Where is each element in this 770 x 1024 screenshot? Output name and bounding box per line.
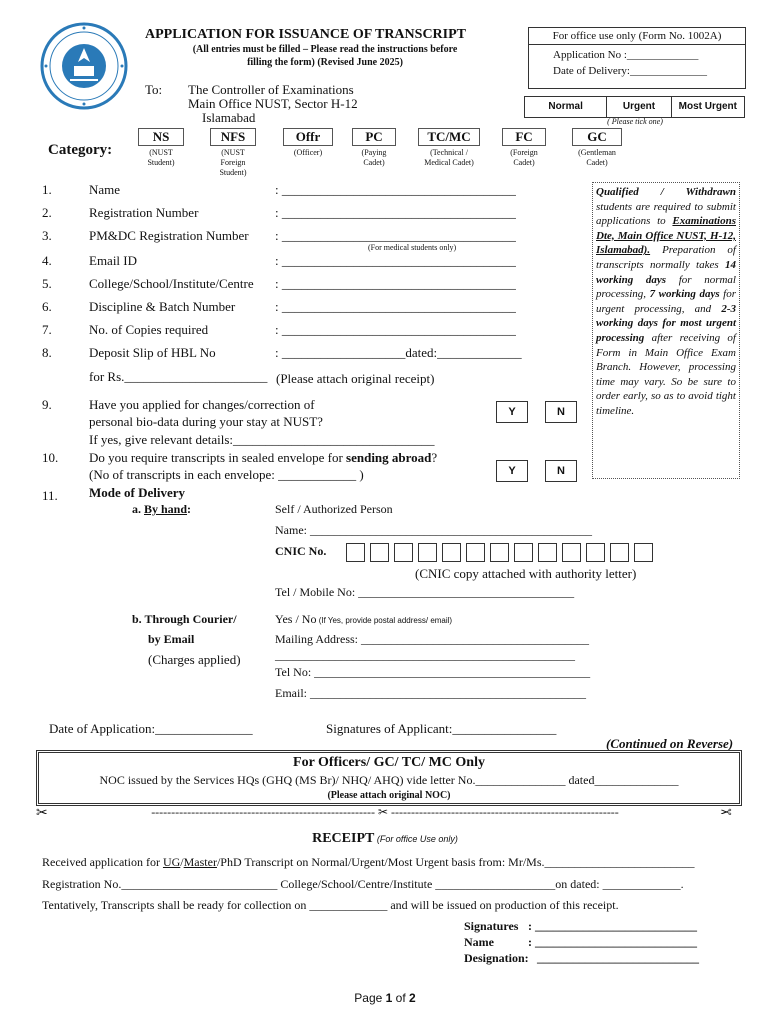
- instructions-text: students are required to submit applications to: [596, 200, 736, 228]
- address-line-1: The Controller of Examinations: [188, 82, 354, 97]
- receipt-note: (Please attach original receipt): [276, 371, 435, 386]
- page-total: 2: [409, 991, 416, 1005]
- date-of-delivery-field[interactable]: Date of Delivery:______________: [553, 65, 707, 77]
- category-pc[interactable]: [352, 128, 396, 168]
- address-line-3: Islamabad: [202, 110, 256, 125]
- email-field[interactable]: Email: ______________________________________________: [275, 686, 586, 700]
- field-number: 1.: [42, 182, 52, 197]
- field-number: 6.: [42, 299, 52, 314]
- receipt-text: Received application for: [42, 855, 163, 869]
- receipt-signatures-field[interactable]: : ___________________________: [528, 919, 697, 933]
- by-email-label: by Email: [148, 632, 195, 646]
- cnic-digit-cell[interactable]: [538, 543, 557, 562]
- courier-label: b. Through Courier/: [132, 612, 237, 626]
- field-number: 8.: [42, 345, 52, 360]
- pmdc-registration-field[interactable]: : ____________________________________: [275, 228, 516, 243]
- field-number: 10.: [42, 450, 59, 465]
- to-label: To:: [145, 82, 163, 97]
- receipt-name-label: Name: [464, 935, 494, 949]
- cnic-digit-cell[interactable]: [490, 543, 509, 562]
- category-code: NS: [138, 128, 184, 146]
- question-text: Do you require transcripts in sealed envelope for: [89, 450, 347, 465]
- noc-attach-note: (Please attach original NOC): [327, 790, 451, 801]
- email-id-label: Email ID: [89, 253, 138, 268]
- receipt-subtitle: (For office Use only): [374, 834, 458, 844]
- envelope-count-field[interactable]: (No of transcripts in each envelope: ____________ ): [89, 467, 364, 482]
- name-field[interactable]: : ____________________________________: [275, 182, 516, 197]
- option-text: Yes / No: [275, 612, 317, 626]
- office-use-label: For office use only (Form No. 1002A): [529, 28, 745, 45]
- instructions-box: [592, 182, 740, 479]
- category-code: PC: [352, 128, 396, 146]
- bio-data-details-field[interactable]: If yes, give relevant details:_______________________________: [89, 432, 435, 447]
- courier-yes-no[interactable]: [275, 612, 452, 627]
- category-code: NFS: [210, 128, 256, 146]
- field-number: 7.: [42, 322, 52, 337]
- label-text: a.: [132, 502, 144, 516]
- category-desc: Medical Cadet): [424, 158, 474, 167]
- instructions-text: for normal processing,: [596, 273, 736, 301]
- instructions-text: 14 working days: [596, 258, 736, 286]
- mode-of-delivery-label: Mode of Delivery: [89, 485, 186, 500]
- category-desc: (Officer): [293, 148, 323, 157]
- instructions-text: 2-3 working days for most urgent processing: [596, 302, 736, 344]
- category-desc: (Gentleman: [578, 148, 616, 157]
- page-current: 1: [385, 991, 393, 1005]
- category-code: Offr: [283, 128, 333, 146]
- applicant-signature-field[interactable]: Signatures of Applicant:________________: [326, 721, 557, 736]
- urgency-hint: ( Please tick one): [607, 117, 663, 126]
- bio-data-question-2: personal bio-data during your stay at NUST?: [89, 414, 323, 429]
- instructions-text: Qualified / Withdrawn: [596, 186, 736, 198]
- receipt-text: Master: [183, 855, 217, 869]
- instructions-text: Examinations Dte, Main Office NUST, H-12, Islamabad).: [596, 215, 736, 257]
- field-number: 11.: [42, 488, 58, 503]
- charges-note: (Charges applied): [148, 652, 241, 667]
- urgency-options: [524, 96, 745, 118]
- cnic-digit-cell[interactable]: [346, 543, 365, 562]
- form-subtitle-1: (All entries must be filled – Please read the instructions before: [192, 44, 458, 55]
- instructions-text: after receiving of Form in Main Office Exam Branch. However, processing time may vary. So be sure to order early, so as to avoid tight timeline.: [596, 331, 736, 417]
- category-gc[interactable]: [572, 128, 622, 168]
- field-number: 4.: [42, 253, 52, 268]
- email-id-field[interactable]: : ____________________________________: [275, 253, 516, 268]
- category-label: Category:: [48, 142, 113, 158]
- category-desc: Cadet): [363, 158, 385, 167]
- application-no-field[interactable]: Application No :_____________: [553, 49, 699, 61]
- cnic-digit-cell[interactable]: [418, 543, 437, 562]
- category-desc: Cadet): [513, 158, 535, 167]
- receipt-signatures-label: Signatures: [464, 919, 519, 933]
- pmdc-registration-label: PM&DC Registration Number: [89, 228, 249, 243]
- cnic-note: (CNIC copy attached with authority letter): [415, 566, 637, 581]
- category-ns[interactable]: [138, 128, 184, 168]
- envelope-yes-box[interactable]: Y: [496, 460, 528, 482]
- deposit-slip-label: Deposit Slip of HBL No: [89, 345, 216, 360]
- college-field[interactable]: : ____________________________________: [275, 276, 516, 291]
- field-number: 2.: [42, 205, 52, 220]
- category-desc: Student): [147, 158, 175, 167]
- receipt-title: [230, 829, 540, 847]
- copies-field[interactable]: : ____________________________________: [275, 322, 516, 337]
- cnic-digit-cell[interactable]: [610, 543, 629, 562]
- category-nfs[interactable]: [210, 128, 256, 178]
- label-text: By hand: [144, 502, 188, 516]
- form-subtitle-2: filling the form) (Revised June 2025): [247, 57, 403, 68]
- pmdc-note: (For medical students only): [368, 243, 457, 252]
- question-text: sending abroad: [346, 450, 432, 465]
- category-desc: (NUST: [221, 148, 245, 157]
- by-hand-label: [132, 502, 191, 517]
- receipt-text: /: [180, 855, 184, 869]
- category-desc: Foreign: [220, 158, 246, 167]
- category-code: FC: [502, 128, 546, 146]
- category-desc: (Foreign: [510, 148, 538, 157]
- discipline-batch-field[interactable]: : ____________________________________: [275, 299, 516, 314]
- category-fc[interactable]: [502, 128, 546, 168]
- tel-no-field[interactable]: Tel No: ______________________________________________: [275, 665, 591, 679]
- registration-number-label: Registration Number: [89, 205, 199, 220]
- bio-data-no-box[interactable]: N: [545, 401, 577, 423]
- page-text: of: [392, 991, 410, 1005]
- page-number: [335, 991, 435, 1005]
- cut-line: -------------------------------------------------------- ✂ ---------------------------------------------------------: [151, 805, 619, 819]
- envelope-no-box[interactable]: N: [545, 460, 577, 482]
- authorized-name-field[interactable]: Name: _______________________________________________: [275, 523, 592, 537]
- receipt-line-3[interactable]: Tentatively, Transcripts shall be ready for collection on _____________ and will be issued on production of this receipt.: [42, 898, 619, 912]
- cnic-digit-cell[interactable]: [514, 543, 533, 562]
- category-desc: Student): [219, 168, 247, 177]
- instructions-text: Preparation of transcripts normally takes: [596, 244, 736, 271]
- field-number: 3.: [42, 228, 52, 243]
- receipt-line-1[interactable]: [42, 855, 695, 870]
- scissors-icon: ✂: [36, 806, 48, 821]
- self-authorized-label: Self / Authorized Person: [275, 502, 393, 516]
- receipt-designation-label: Designation:: [464, 951, 529, 965]
- category-desc: (NUST: [149, 148, 173, 157]
- name-label: Name: [89, 182, 121, 197]
- question-text: ?: [431, 450, 438, 465]
- amount-field[interactable]: for Rs.______________________: [89, 369, 268, 384]
- copies-label: No. of Copies required: [89, 322, 209, 337]
- cnic-digit-cell[interactable]: [562, 543, 581, 562]
- bio-data-yes-box[interactable]: Y: [496, 401, 528, 423]
- officers-title: For Officers/ GC/ TC/ MC Only: [293, 755, 485, 770]
- officers-box: [36, 750, 742, 806]
- tel-mobile-field[interactable]: Tel / Mobile No: ____________________________________: [275, 585, 575, 599]
- cnic-digit-cell[interactable]: [634, 543, 653, 562]
- registration-number-field[interactable]: : ____________________________________: [275, 205, 516, 220]
- scissors-icon: ✂: [720, 806, 732, 821]
- sealed-envelope-question: [89, 450, 437, 466]
- address-line-2: Main Office NUST, Sector H-12: [188, 96, 358, 111]
- cnic-digit-cell[interactable]: [586, 543, 605, 562]
- category-desc: (Technical /: [430, 148, 468, 157]
- page-text: Page: [354, 991, 386, 1005]
- label-text: :: [187, 502, 192, 516]
- instructions-text: 7 working days: [649, 288, 720, 301]
- field-number: 9.: [42, 397, 52, 412]
- deposit-slip-field[interactable]: : ___________________dated:_____________: [275, 345, 522, 360]
- mailing-address-field[interactable]: Mailing Address: ______________________________________: [275, 632, 589, 646]
- category-tcmc[interactable]: [418, 128, 480, 168]
- category-offr[interactable]: [283, 128, 333, 158]
- date-of-application-field[interactable]: Date of Application:_______________: [49, 721, 253, 736]
- urgency-normal[interactable]: Normal: [525, 97, 607, 117]
- cnic-label: CNIC No.: [275, 544, 327, 558]
- continued-note: (Continued on Reverse): [606, 736, 734, 751]
- bio-data-question-1: Have you applied for changes/correction of: [89, 397, 315, 412]
- option-note: (If Yes, provide postal address/ email): [316, 616, 453, 625]
- cnic-digit-cell[interactable]: [442, 543, 461, 562]
- cnic-digit-cell[interactable]: [370, 543, 389, 562]
- receipt-heading: RECEIPT: [312, 831, 375, 846]
- urgency-urgent[interactable]: Urgent: [607, 97, 671, 117]
- receipt-designation-field[interactable]: ___________________________: [537, 951, 699, 965]
- nust-logo: [40, 22, 128, 110]
- category-desc: Cadet): [586, 158, 608, 167]
- urgency-most-urgent[interactable]: Most Urgent: [678, 101, 737, 112]
- instructions-text: for urgent processing, and: [596, 288, 736, 315]
- discipline-batch-label: Discipline & Batch Number: [89, 299, 236, 314]
- cnic-digit-cell[interactable]: [466, 543, 485, 562]
- noc-field[interactable]: NOC issued by the Services HQs (GHQ (MS Br)/ NHQ/ AHQ) vide letter No._______________ dated______________: [99, 773, 679, 787]
- receipt-text: /PhD Transcript on Normal/Urgent/Most Urgent basis from: Mr/Ms._________________________: [216, 855, 695, 869]
- field-number: 5.: [42, 276, 52, 291]
- mailing-address-line-2[interactable]: __________________________________________________: [275, 648, 575, 662]
- cnic-digit-cell[interactable]: [394, 543, 413, 562]
- receipt-text: UG: [162, 855, 181, 869]
- office-use-box: [528, 27, 746, 89]
- form-title: APPLICATION FOR ISSUANCE OF TRANSCRIPT: [145, 27, 467, 42]
- category-desc: (Paying: [361, 148, 387, 157]
- receipt-line-2[interactable]: Registration No.__________________________ College/School/Centre/Institute ____________________on dated: _____________.: [42, 877, 684, 891]
- college-label: College/School/Institute/Centre: [89, 276, 254, 291]
- category-code: GC: [572, 128, 622, 146]
- receipt-name-field[interactable]: : ___________________________: [528, 935, 697, 949]
- category-code: TC/MC: [418, 128, 480, 146]
